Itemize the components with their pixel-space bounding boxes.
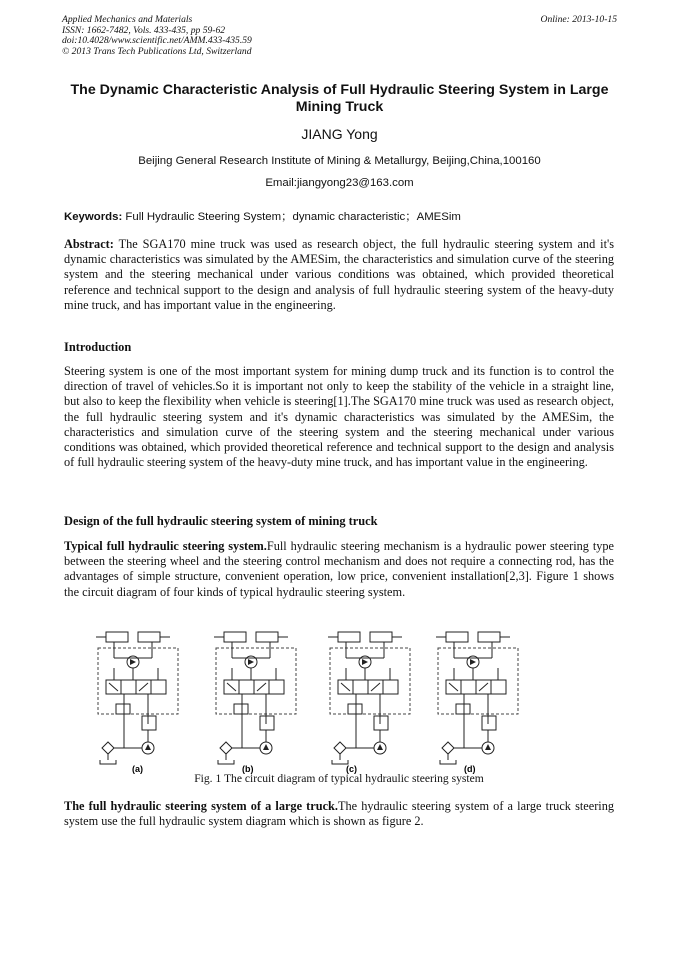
large-truck-paragraph bbox=[64, 799, 614, 829]
circuit-a bbox=[96, 632, 178, 764]
figure-label-c: (c) bbox=[346, 764, 357, 774]
section-heading-design: Design of the full hydraulic steering system of mining truck bbox=[64, 514, 378, 528]
abstract bbox=[64, 237, 614, 313]
introduction-text: Steering system is one of the most important system for mining dump truck and its function is to control the direction of travel of vehicles.So it is important not only to keep the stability of the vehicle in a straight line, but also to keep the flexibility when vehicle is steering[1].The SGA170 mine truck was used as research object, the full hydraulic steering system and it's dynamic characteristics was simulated by the AMESim, the characteristics and simulation curve of the steering system and the steering mechanical under various conditions was obtained, which provided theoretical reference and technical support to the design and analysis of full hydraulic steering system of the heavy-duty mine truck, and has important value in the engineering. bbox=[64, 364, 614, 470]
figure-label-d: (d) bbox=[464, 764, 476, 774]
figure-label-b: (b) bbox=[242, 764, 254, 774]
keywords-text: Full Hydraulic Steering System；dynamic characteristic；AMESim bbox=[125, 211, 461, 223]
figure-label-a: (a) bbox=[132, 764, 143, 774]
figure-caption: Fig. 1 The circuit diagram of typical hydraulic steering system bbox=[194, 772, 484, 785]
large-truck-label: The full hydraulic steering system of a large truck. bbox=[64, 799, 338, 813]
issn-line: ISSN: 1662-7482, Vols. 433-435, pp 59-62 bbox=[62, 24, 226, 36]
keywords bbox=[64, 208, 616, 224]
copyright-line: © 2013 Trans Tech Publications Ltd, Switzerland bbox=[62, 45, 252, 57]
author-name: JIANG Yong bbox=[301, 126, 378, 142]
journal-name: Applied Mechanics and Materials bbox=[62, 14, 193, 25]
typical-system-paragraph bbox=[64, 539, 614, 600]
online-date: Online: 2013-10-15 bbox=[540, 14, 617, 25]
circuit-d bbox=[436, 632, 518, 764]
typical-system-label: Typical full hydraulic steering system. bbox=[64, 539, 267, 553]
circuit-b bbox=[214, 632, 296, 764]
typical-system-text: Full hydraulic steering mechanism is a hydraulic power steering type between the steering wheel and the steering control mechanism and does not require a connecting rod, has the advantages of simple structure, convenient operation, low price, convenient installation[2,3]. Figure 1 shows the circuit diagram of four kinds of typical hydraulic steering system. bbox=[64, 539, 614, 599]
page-header bbox=[62, 15, 617, 57]
abstract-label: Abstract: bbox=[64, 237, 114, 251]
circuit-diagram-figure bbox=[94, 628, 584, 778]
doi-line: doi:10.4028/www.scientific.net/AMM.433-435.59 bbox=[62, 35, 252, 47]
affiliation: Beijing General Research Institute of Mining & Metallurgy, Beijing,China,100160 bbox=[138, 155, 541, 167]
large-truck-text: The hydraulic steering system of a large truck steering system use the full hydraulic system diagram which is shown as figure 2. bbox=[64, 799, 614, 829]
paper-title: The Dynamic Characteristic Analysis of Full Hydraulic Steering System in Large Mining Truck bbox=[70, 82, 609, 115]
abstract-text: The SGA170 mine truck was used as research object, the full hydraulic steering system and it's dynamic characteristics was simulated by the AMESim, the characteristics and simulation curve of the steering system and the steering mechanical under various conditions was obtained, which provided theoretical reference and technical support to the design and analysis of full hydraulic steering system of the heavy-duty mine truck, and has important value in the engineering. bbox=[64, 237, 614, 312]
section-heading-introduction: Introduction bbox=[64, 340, 132, 354]
circuit-c bbox=[328, 632, 410, 764]
keywords-label: Keywords: bbox=[64, 211, 123, 223]
author-email: Email:jiangyong23@163.com bbox=[265, 177, 414, 189]
